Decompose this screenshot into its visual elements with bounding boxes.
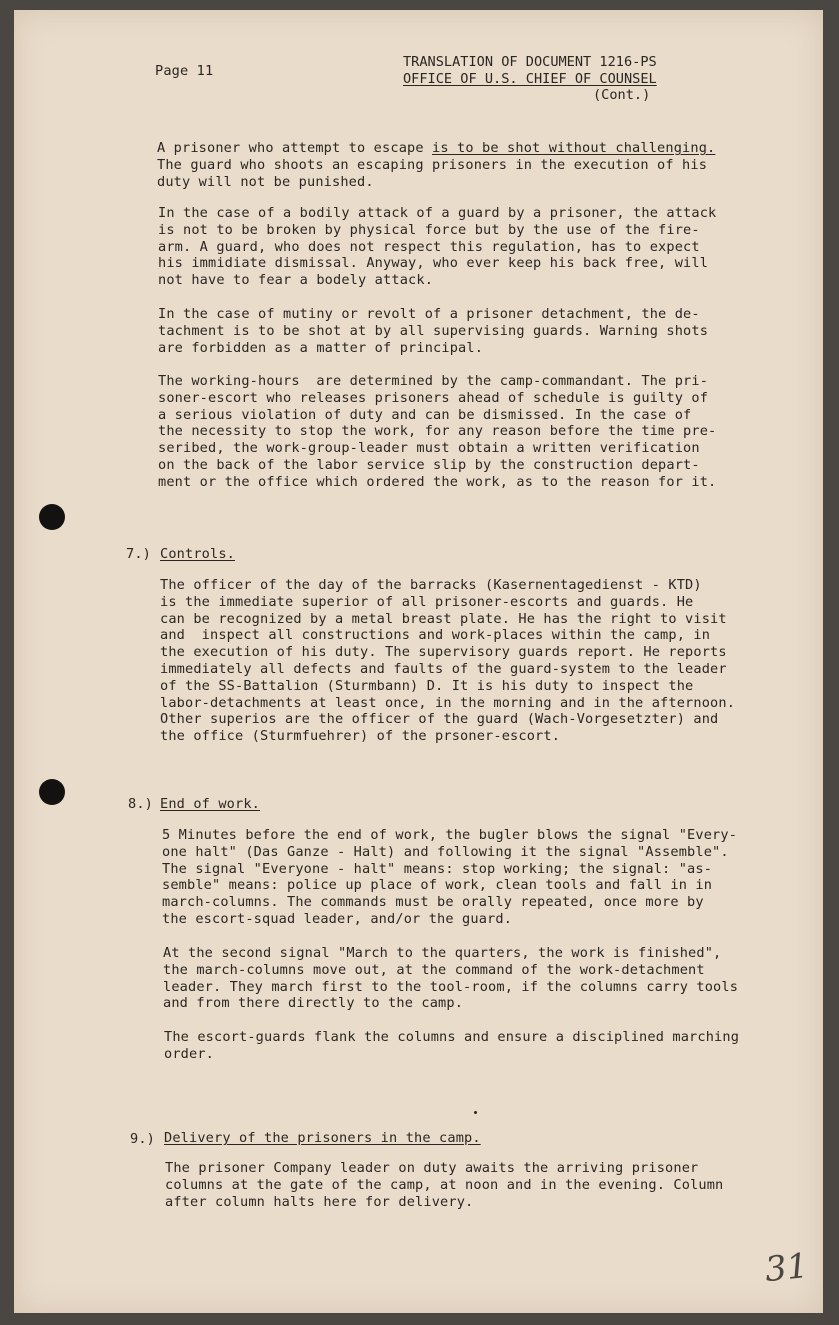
paragraph-line: soner-escort who releases prisoners ahead of schedule is guilty of (158, 389, 709, 406)
paragraph-line: the escort-squad leader, and/or the guard. (162, 910, 513, 927)
header-title-line3: (Cont.) (593, 87, 651, 104)
paragraph-line: ment or the office which ordered the work, as to the reason for it. (158, 473, 717, 490)
ink-speck (474, 1111, 477, 1114)
header-title-line1: TRANSLATION OF DOCUMENT 1216-PS (403, 54, 657, 70)
section-title-delivery: Delivery of the prisoners in the camp. (164, 1130, 481, 1146)
paragraph-line: In the case of mutiny or revolt of a prisoner detachment, the de- (158, 306, 700, 322)
paragraph-line: The officer of the day of the barracks (Kasernentagedienst - KTD) (160, 577, 702, 593)
paragraph-line: 5 Minutes before the end of work, the bugler blows the signal "Every- (162, 827, 738, 843)
paragraph-lead: A prisoner who attempt to escape (157, 140, 433, 156)
paragraph-line: The prisoner Company leader on duty awaits the arriving prisoner (165, 1160, 699, 1176)
paragraph-line: of the SS-Battalion (Sturmbann) D. It is his duty to inspect the (160, 677, 694, 694)
section-title-controls: Controls. (160, 546, 236, 562)
paragraph-working-hours (158, 373, 716, 491)
binder-hole (39, 504, 65, 530)
paragraph-line: duty will not be punished. (157, 173, 374, 190)
paragraph-escape (157, 140, 715, 190)
paragraph-line: the office (Sturmfuehrer) of the prsoner-escort. (160, 728, 561, 745)
paragraph-line: are forbidden as a matter of principal. (158, 339, 484, 356)
paragraph-line: the necessity to stop the work, for any reason before the time pre- (158, 423, 717, 440)
paragraph-line: immediately all defects and faults of the guard-system to the leader (160, 660, 727, 677)
document-header (403, 54, 657, 104)
paragraph-line: can be recognized by a metal breast plate. He has the right to visit (160, 610, 727, 627)
paragraph-line: The signal "Everyone - halt" means: stop working; the signal: "as- (162, 860, 713, 877)
section-body-end-of-work (162, 827, 737, 928)
paragraph-line: tachment is to be shot at by all supervising guards. Warning shots (158, 322, 709, 339)
section-body-controls (160, 577, 735, 745)
paragraph-mutiny (158, 306, 708, 356)
emphasized-rule: is to be shot without challenging. (432, 140, 716, 156)
paragraph-line: order. (164, 1045, 215, 1062)
paragraph-line: after column halts here for delivery. (165, 1193, 474, 1210)
paragraph-line: The escort-guards flank the columns and ensure a disciplined marching (164, 1029, 740, 1045)
section-body-delivery (165, 1160, 723, 1210)
paragraph-line: The guard who shoots an escaping prisoners in the execution of his (157, 156, 708, 173)
section-number: 9.) (130, 1131, 156, 1147)
section-number: 7.) (126, 546, 152, 562)
paragraph-line: a serious violation of duty and can be dismissed. In the case of (158, 406, 692, 423)
paragraph-line: At the second signal "March to the quarters, the work is finished", (163, 945, 722, 961)
paragraph-line: on the back of the labor service slip by the construction depart- (158, 456, 700, 473)
paragraph-line: not have to fear a bodely attack. (158, 272, 434, 289)
paragraph-line: the march-columns move out, at the command of the work-detachment (163, 961, 705, 978)
paragraph-line: one halt" (Das Ganze - Halt) and following it the signal "Assemble". (162, 843, 729, 860)
paragraph-escort-guards (164, 1029, 739, 1063)
paragraph-line: The working-hours are determined by the camp-commandant. The pri- (158, 373, 709, 389)
paragraph-line: is not to be broken by physical force but by the use of the fire- (158, 221, 700, 238)
section-number: 8.) (128, 796, 154, 812)
paragraph-line: columns at the gate of the camp, at noon and in the evening. Column (165, 1176, 724, 1193)
paragraph-line: arm. A guard, who does not respect this regulation, has to expect (158, 238, 700, 255)
handwritten-page-number: 31 (763, 1245, 811, 1291)
paragraph-line: Other superios are the officer of the guard (Wach-Vorgesetzter) and (160, 711, 719, 728)
paragraph-line: is the immediate superior of all prisoner-escorts and guards. He (160, 593, 694, 610)
paragraph-line: the execution of his duty. The supervisory guards report. He reports (160, 644, 727, 661)
page-label: Page 11 (155, 63, 214, 79)
paragraph-line: march-columns. The commands must be orally repeated, once more by (162, 894, 704, 911)
binder-hole (39, 779, 65, 805)
paragraph-line: and inspect all constructions and work-places within the camp, in (160, 627, 711, 644)
paragraph-bodily-attack (158, 205, 716, 289)
paragraph-line: seribed, the work-group-leader must obtain a written verification (158, 440, 700, 457)
paragraph-second-signal (163, 945, 738, 1012)
section-title-end-of-work: End of work. (160, 796, 261, 812)
paragraph-line: labor-detachments at least once, in the morning and in the afternoon. (160, 694, 736, 711)
paragraph-line: his immidiate dismissal. Anyway, who ever keep his back free, will (158, 255, 709, 272)
header-title-line2: OFFICE OF U.S. CHIEF OF COUNSEL (403, 70, 657, 87)
paragraph-line: and from there directly to the camp. (163, 995, 464, 1012)
paragraph-line: leader. They march first to the tool-room, if the columns carry tools (163, 978, 739, 995)
paragraph-line: semble" means: police up place of work, clean tools and fall in in (162, 877, 713, 894)
paragraph-line: In the case of a bodily attack of a guard by a prisoner, the attack (158, 205, 717, 221)
